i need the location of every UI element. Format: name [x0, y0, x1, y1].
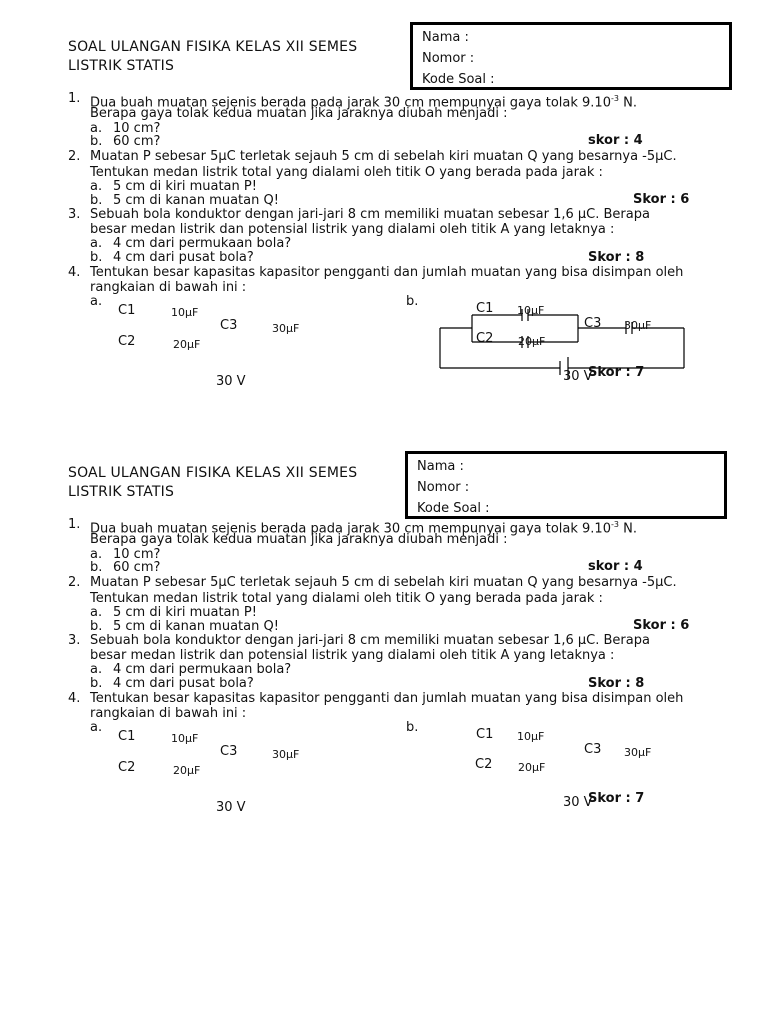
question-text-line: besar medan listrik dan potensial listrik yang dialami oleh titik A yang letaknya : [90, 222, 615, 237]
capacitor-c3-value: 30μF [624, 319, 652, 332]
name-field-label: Nama : [417, 459, 464, 474]
title-line-1: SOAL ULANGAN FISIKA KELAS XII SEMES [68, 465, 358, 481]
voltage-source-label: 30 V [563, 795, 593, 810]
circuit-a-letter: a. [90, 294, 103, 309]
voltage-source-label: 30 V [216, 374, 246, 389]
option-b-letter: b. [90, 134, 103, 149]
question-number: 1. [68, 91, 81, 106]
option-a-letter: a. [90, 605, 103, 620]
option-a-letter: a. [90, 547, 103, 562]
option-a-letter: a. [90, 662, 103, 677]
capacitor-c1-label: C1 [118, 303, 136, 318]
capacitor-c1-value: 10μF [517, 730, 545, 743]
voltage-source-label: 30 V [563, 369, 593, 384]
number-field-label: Nomor : [422, 51, 475, 66]
question-text-line: Tentukan besar kapasitas kapasitor pengganti dan jumlah muatan yang bisa disimpan oleh [90, 691, 684, 706]
capacitor-c1-value: 10μF [171, 732, 199, 745]
option-a: 4 cm dari permukaan bola? [113, 662, 292, 677]
question-text-line: Berapa gaya tolak kedua muatan jika jaraknya diubah menjadi : [90, 106, 508, 121]
question-text-end: N. [618, 521, 637, 537]
capacitor-c2-value: 20μF [518, 335, 546, 348]
capacitor-c2-label: C2 [476, 331, 494, 346]
question-text: Dua buah muatan sejenis berada pada jarak 30 cm mempunyai gaya tolak 9.10 [90, 95, 611, 111]
score-label: Skor : 8 [588, 676, 645, 691]
capacitor-c3-label: C3 [584, 742, 602, 757]
capacitor-c3-value: 30μF [624, 746, 652, 759]
question-text-line: Sebuah bola konduktor dengan jari-jari 8 cm memiliki muatan sebesar 1,6 μC. Berapa [90, 207, 650, 222]
exponent: -3 [610, 520, 619, 529]
capacitor-c2-value: 20μF [518, 761, 546, 774]
option-a-letter: a. [90, 179, 103, 194]
option-a: 10 cm? [113, 547, 161, 562]
question-text-line: Sebuah bola konduktor dengan jari-jari 8 cm memiliki muatan sebesar 1,6 μC. Berapa [90, 633, 650, 648]
exponent: -3 [610, 94, 619, 103]
capacitor-c1-label: C1 [118, 729, 136, 744]
title-line-1: SOAL ULANGAN FISIKA KELAS XII SEMES [68, 39, 358, 55]
capacitor-c1-value: 10μF [517, 304, 545, 317]
capacitor-c2-label: C2 [475, 757, 493, 772]
option-b-letter: b. [90, 560, 103, 575]
exam-code-field-label: Kode Soal : [422, 72, 495, 87]
score-label: skor : 4 [588, 133, 643, 148]
option-a-letter: a. [90, 236, 103, 251]
capacitor-c3-value: 30μF [272, 748, 300, 761]
circuit-b-letter: b. [406, 294, 419, 309]
option-b: 4 cm dari pusat bola? [113, 676, 254, 691]
question-number: 3. [68, 633, 81, 648]
question-text-line: rangkaian di bawah ini : [90, 280, 247, 295]
question-number: 1. [68, 517, 81, 532]
capacitor-c1-label: C1 [476, 301, 494, 316]
option-a-letter: a. [90, 121, 103, 136]
option-b-letter: b. [90, 193, 103, 208]
voltage-source-label: 30 V [216, 800, 246, 815]
exam-code-field-label: Kode Soal : [417, 501, 490, 516]
score-label: Skor : 7 [588, 791, 645, 806]
capacitor-c2-value: 20μF [173, 764, 201, 777]
option-b: 5 cm di kanan muatan Q! [113, 619, 279, 634]
question-number: 4. [68, 265, 81, 280]
option-b-letter: b. [90, 676, 103, 691]
question-text-line: Berapa gaya tolak kedua muatan jika jaraknya diubah menjadi : [90, 532, 508, 547]
score-label: Skor : 6 [633, 618, 690, 633]
option-b: 60 cm? [113, 560, 161, 575]
question-text-line: Tentukan medan listrik total yang dialami oleh titik O yang berada pada jarak : [90, 165, 603, 180]
title-line-2: LISTRIK STATIS [68, 58, 175, 74]
option-a: 5 cm di kiri muatan P! [113, 179, 257, 194]
capacitor-c2-label: C2 [118, 334, 136, 349]
capacitor-c2-label: C2 [118, 760, 136, 775]
capacitor-c3-label: C3 [220, 744, 238, 759]
number-field-label: Nomor : [417, 480, 470, 495]
capacitor-c3-label: C3 [220, 318, 238, 333]
student-id-box [405, 451, 727, 519]
question-number: 2. [68, 575, 81, 590]
option-b: 60 cm? [113, 134, 161, 149]
question-text-line: rangkaian di bawah ini : [90, 706, 247, 721]
option-a: 10 cm? [113, 121, 161, 136]
question-text-line: Tentukan besar kapasitas kapasitor pengganti dan jumlah muatan yang bisa disimpan oleh [90, 265, 684, 280]
exam-title [68, 464, 357, 502]
question-number: 3. [68, 207, 81, 222]
option-a: 5 cm di kiri muatan P! [113, 605, 257, 620]
option-b: 5 cm di kanan muatan Q! [113, 193, 279, 208]
exam-sheet-top [0, 0, 768, 430]
name-field-label: Nama : [422, 30, 469, 45]
question-text: Dua buah muatan sejenis berada pada jarak 30 cm mempunyai gaya tolak 9.10 [90, 521, 611, 537]
option-b-letter: b. [90, 619, 103, 634]
question-text-line: Tentukan medan listrik total yang dialami oleh titik O yang berada pada jarak : [90, 591, 603, 606]
capacitor-c1-label: C1 [476, 727, 494, 742]
question-text-end: N. [618, 95, 637, 111]
capacitor-c1-value: 10μF [171, 306, 199, 319]
score-label: skor : 4 [588, 559, 643, 574]
circuit-b-wiring [0, 0, 768, 430]
question-text-line: besar medan listrik dan potensial listrik yang dialami oleh titik A yang letaknya : [90, 648, 615, 663]
capacitor-c3-value: 30μF [272, 322, 300, 335]
question-text-line: Muatan P sebesar 5μC terletak sejauh 5 cm di sebelah kiri muatan Q yang besarnya -5μC. [90, 149, 677, 164]
title-line-2: LISTRIK STATIS [68, 484, 175, 500]
question-text-line: Muatan P sebesar 5μC terletak sejauh 5 cm di sebelah kiri muatan Q yang besarnya -5μC. [90, 575, 677, 590]
circuit-b-letter: b. [406, 720, 419, 735]
option-b-letter: b. [90, 250, 103, 265]
score-label: Skor : 8 [588, 250, 645, 265]
exam-sheet-bottom [0, 426, 768, 856]
score-label: Skor : 6 [633, 192, 690, 207]
option-a: 4 cm dari permukaan bola? [113, 236, 292, 251]
capacitor-c2-value: 20μF [173, 338, 201, 351]
option-b: 4 cm dari pusat bola? [113, 250, 254, 265]
question-number: 4. [68, 691, 81, 706]
circuit-a-letter: a. [90, 720, 103, 735]
question-number: 2. [68, 149, 81, 164]
capacitor-c3-label: C3 [584, 316, 602, 331]
score-label: Skor : 7 [588, 365, 645, 380]
